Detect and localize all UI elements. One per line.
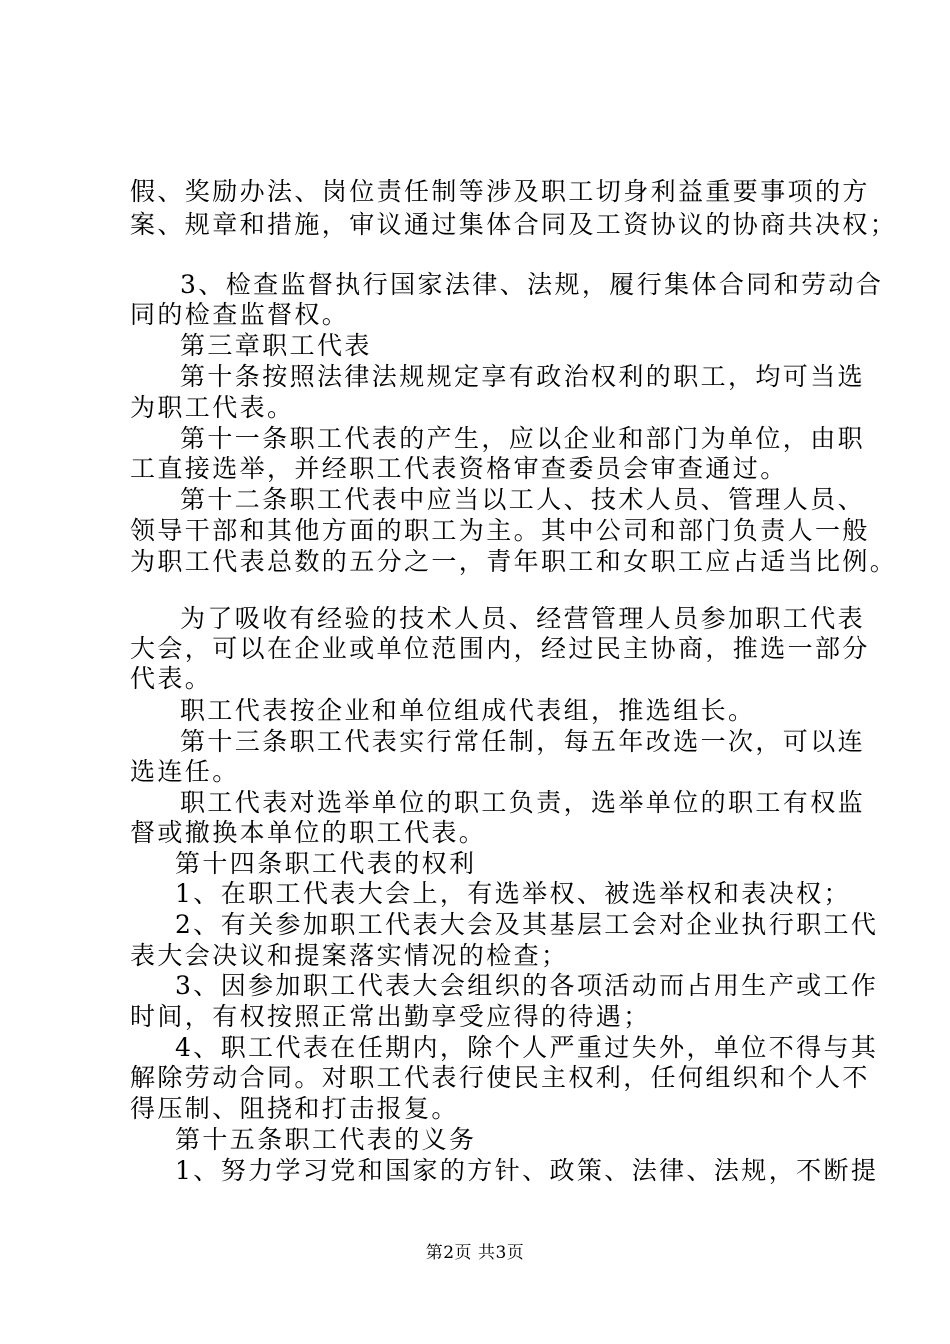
text-line: 3、因参加职工代表大会组织的各项活动而占用生产或工作 xyxy=(175,971,879,1000)
text-line: 工直接选举，并经职工代表资格审查委员会审查通过。 xyxy=(130,454,788,483)
text-line: 大会，可以在企业或单位范围内，经过民主协商，推选一部分 xyxy=(130,634,870,663)
text-line: 职工代表对选举单位的职工负责，选举单位的职工有权监 xyxy=(180,788,866,817)
text-line: 1、努力学习党和国家的方针、政策、法律、法规，不断提 xyxy=(175,1156,879,1185)
text-line: 第十条按照法律法规规定享有政治权利的职工，均可当选 xyxy=(180,362,866,391)
section-heading: 第十四条职工代表的权利 xyxy=(175,849,477,878)
text-line: 同的检查监督权。 xyxy=(130,300,350,329)
section-heading: 第十五条职工代表的义务 xyxy=(175,1125,477,1154)
text-line: 选连任。 xyxy=(130,757,240,786)
text-line: 为职工代表。 xyxy=(130,393,295,422)
text-line: 第十三条职工代表实行常任制，每五年改选一次，可以连 xyxy=(180,727,866,756)
text-line: 假、奖励办法、岗位责任制等涉及职工切身利益重要事项的方 xyxy=(130,177,870,206)
text-line: 领导干部和其他方面的职工为主。其中公司和部门负责人一般 xyxy=(130,516,870,545)
text-line: 代表。 xyxy=(130,664,213,693)
text-line: 解除劳动合同。对职工代表行使民主权利，任何组织和个人不 xyxy=(130,1063,870,1092)
text-line: 表大会决议和提案落实情况的检查； xyxy=(130,941,569,970)
text-line: 案、规章和措施，审议通过集体合同及工资协议的协商共决权； xyxy=(130,210,898,239)
text-line: 4、职工代表在任期内，除个人严重过失外，单位不得与其 xyxy=(175,1033,879,1062)
text-line: 得压制、阻挠和打击报复。 xyxy=(130,1094,459,1123)
text-line: 职工代表按企业和单位组成代表组，推选组长。 xyxy=(180,696,756,725)
text-line: 第十一条职工代表的产生，应以企业和部门为单位，由职 xyxy=(180,424,866,453)
text-line: 1、在职工代表大会上，有选举权、被选举权和表决权； xyxy=(175,879,851,908)
page-number-footer: 第2页 共3页 xyxy=(425,1243,525,1263)
text-line: 3、检查监督执行国家法律、法规，履行集体合同和劳动合 xyxy=(180,270,884,299)
section-heading: 第三章职工代表 xyxy=(180,331,372,360)
text-line: 第十二条职工代表中应当以工人、技术人员、管理人员、 xyxy=(180,485,866,514)
text-line: 为职工代表总数的五分之一，青年职工和女职工应占适当比例。 xyxy=(130,547,898,576)
text-line: 为了吸收有经验的技术人员、经营管理人员参加职工代表 xyxy=(180,604,866,633)
text-line: 督或撤换本单位的职工代表。 xyxy=(130,818,487,847)
text-line: 时间，有权按照正常出勤享受应得的待遇； xyxy=(130,1002,651,1031)
text-line: 2、有关参加职工代表大会及其基层工会对企业执行职工代 xyxy=(175,910,879,939)
